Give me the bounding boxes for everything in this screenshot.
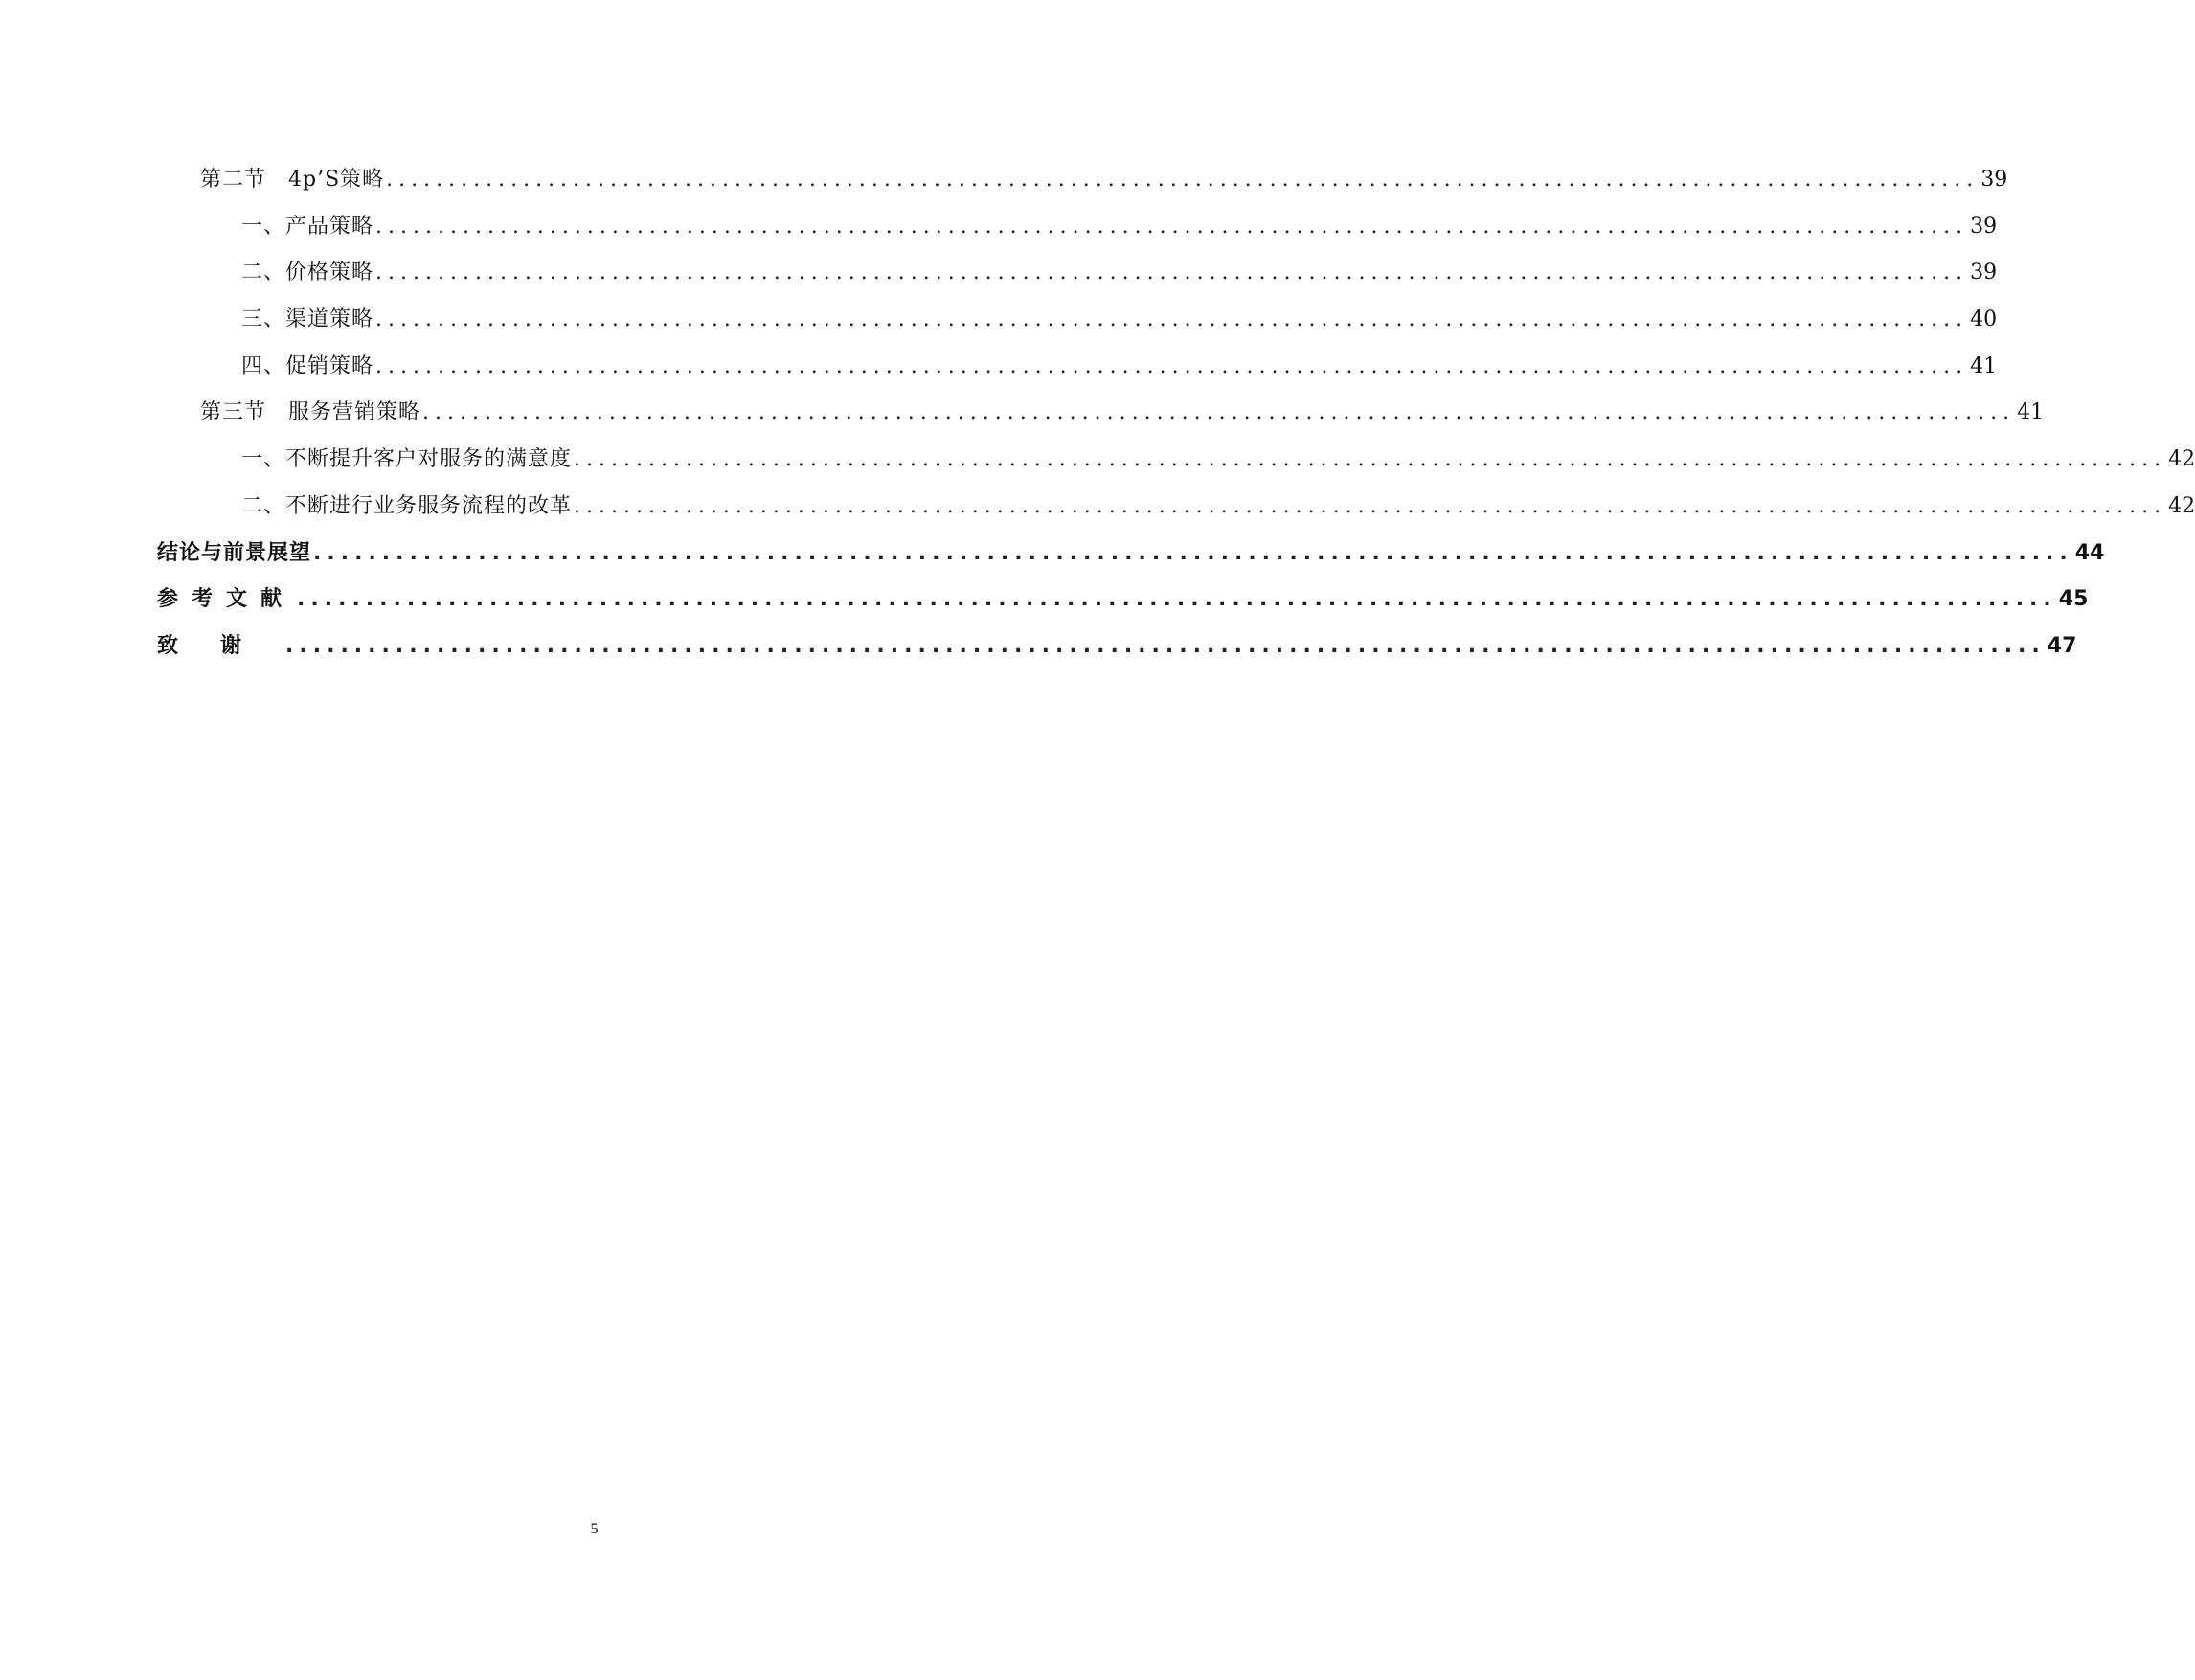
toc-entry-page: 39 [1970, 261, 1998, 284]
toc-dot-leader: ................................................................................................................................ [375, 307, 1969, 331]
toc-dot-leader: ................................................................................................................................ [375, 215, 1969, 238]
toc-entry-page: 41 [2017, 400, 2045, 424]
toc-dot-leader: ................................................................................................................................ [313, 541, 2073, 565]
toc-dot-leader: ................................................................................................................................ [297, 587, 2057, 611]
toc-entry-page: 47 [2047, 634, 2077, 658]
toc-entry-page: 39 [1970, 215, 1998, 238]
toc-entry-conclusion[interactable] [157, 539, 2105, 568]
toc-entry-section-3[interactable] [200, 398, 2045, 427]
toc-entry-label: 二、价格策略 [241, 261, 374, 284]
toc-entry-label: 第二节 4p’S策略 [200, 168, 385, 192]
toc-entry-page: 42 [2168, 447, 2195, 471]
toc-dot-leader: ................................................................................................................................ [285, 634, 2046, 658]
toc-entry-promotion-strategy[interactable] [241, 352, 1998, 381]
toc-entry-references[interactable] [157, 585, 2089, 614]
toc-entry-label: 一、不断提升客户对服务的满意度 [241, 447, 573, 471]
toc-dot-leader: ................................................................................................................................ [574, 447, 2167, 471]
toc-entry-label: 结论与前景展望 [157, 541, 312, 565]
toc-entry-process-reform[interactable] [241, 492, 2195, 521]
toc-entry-label: 参考文献 [157, 587, 296, 611]
toc-entry-label: 致谢 [157, 634, 284, 658]
toc-entry-label: 第三节 服务营销策略 [200, 400, 421, 424]
toc-entry-page: 39 [1980, 168, 2008, 192]
toc-entry-satisfaction[interactable] [241, 445, 2195, 474]
toc-entry-section-2[interactable] [200, 166, 2008, 194]
page-number: 5 [590, 1521, 599, 1537]
toc-entry-label: 四、促销策略 [241, 354, 374, 378]
toc-entry-channel-strategy[interactable] [241, 306, 1998, 334]
toc-entry-page: 41 [1970, 354, 1998, 378]
toc-entry-price-strategy[interactable] [241, 259, 1998, 287]
toc-dot-leader: ................................................................................................................................ [574, 494, 2167, 518]
toc-entry-label: 一、产品策略 [241, 215, 374, 238]
toc-entry-page: 44 [2074, 541, 2105, 565]
toc-entry-label: 二、不断进行业务服务流程的改革 [241, 494, 573, 518]
toc-entry-product-strategy[interactable] [241, 213, 1998, 241]
toc-dot-leader: ................................................................................................................................ [422, 400, 2016, 424]
toc-dot-leader: ................................................................................................................................ [386, 168, 1980, 192]
toc-entry-label: 三、渠道策略 [241, 307, 374, 331]
toc-entry-page: 40 [1970, 307, 1998, 331]
toc-entry-page: 42 [2168, 494, 2195, 518]
toc-entry-acknowledgements[interactable] [157, 632, 2077, 661]
toc-dot-leader: ................................................................................................................................ [375, 354, 1969, 378]
toc-dot-leader: ................................................................................................................................ [375, 261, 1969, 284]
toc-entry-page: 45 [2058, 587, 2089, 611]
